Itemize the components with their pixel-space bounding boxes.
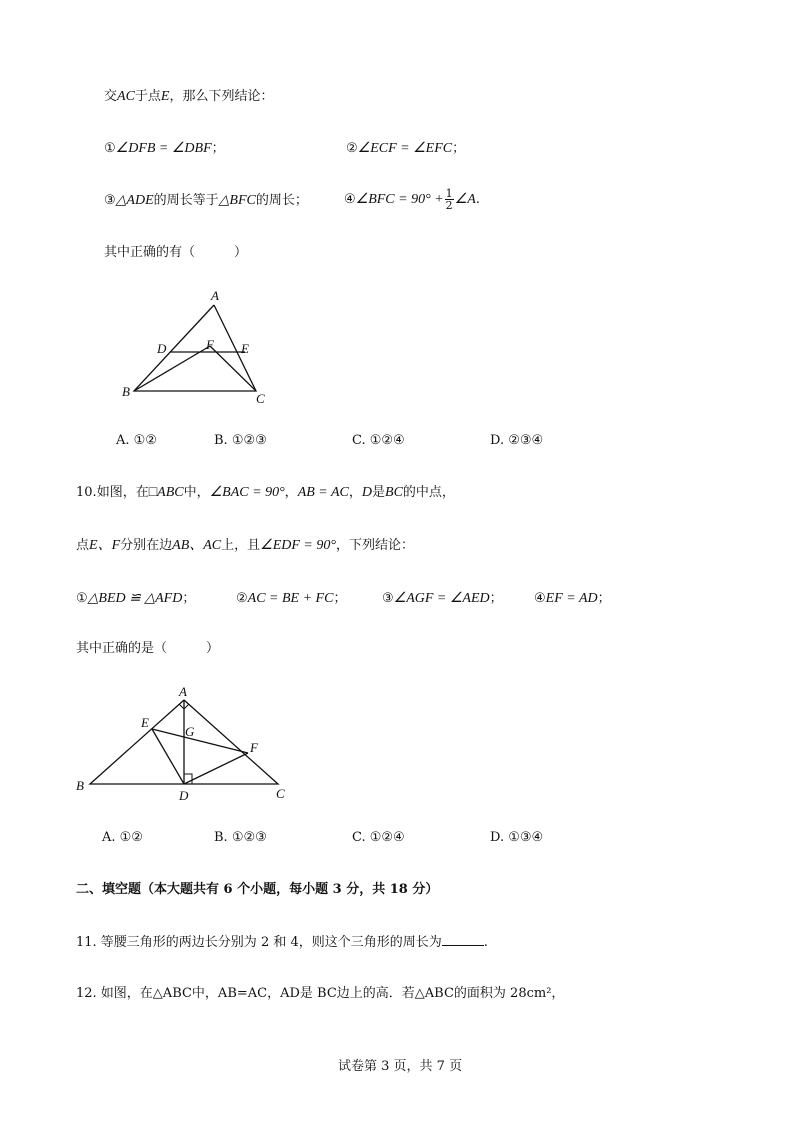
segment-ac: AC bbox=[117, 89, 135, 104]
label-b: B bbox=[122, 384, 130, 399]
q9-option-d[interactable]: D. ②③④ bbox=[490, 433, 544, 448]
q10-option-c[interactable]: C. ①②④ bbox=[352, 830, 405, 845]
label-a: A bbox=[211, 288, 219, 303]
fraction-one-half: $\frac{1}{2}$ bbox=[445, 187, 453, 212]
q10-option-d[interactable]: D. ①③④ bbox=[490, 830, 544, 845]
q9-triangle-figure bbox=[110, 285, 280, 410]
label-d: D bbox=[157, 341, 167, 356]
q9-option-b[interactable]: B. ①②③ bbox=[214, 433, 267, 448]
label-f: F bbox=[250, 740, 258, 755]
q10-conclusion-2: ②AC = BE + FC； bbox=[236, 591, 347, 606]
q11-line: 11. 等腰三角形的两边长分别为 2 和 4，则这个三角形的周长为 . bbox=[76, 935, 488, 950]
section-title: 二、填空题（本大题共有 6 个小题，每小题 3 分，共 18 分） bbox=[76, 882, 439, 897]
q10-question: 其中正确的是（ ） bbox=[76, 641, 220, 656]
q9-conclusion-4: ④∠BFC = 90° + $\frac{1}{2}$ ∠A. bbox=[344, 187, 480, 212]
label-a: A bbox=[179, 684, 187, 699]
intro-text: 于点 bbox=[134, 89, 161, 104]
label-e: E bbox=[141, 715, 149, 730]
page-footer: 试卷第 3 页，共 7 页 bbox=[338, 1059, 463, 1074]
segment-ef bbox=[152, 729, 248, 753]
q10-line-2: 点E、F分别在边AB、AC上，且∠EDF = 90°，下列结论： bbox=[76, 538, 414, 553]
label-g: G bbox=[185, 724, 195, 739]
label-b: B bbox=[76, 778, 84, 793]
label-f: F bbox=[206, 337, 214, 352]
q9-conclusion-3: ③△ADE的周长等于△BFC的周长； bbox=[104, 193, 308, 208]
label-e: E bbox=[241, 341, 249, 356]
intro-text: ，那么下列结论： bbox=[169, 89, 274, 104]
segment-bf bbox=[134, 346, 210, 391]
q10-option-b[interactable]: B. ①②③ bbox=[214, 830, 267, 845]
intro-text: 交 bbox=[104, 89, 118, 104]
q10-option-a[interactable]: A. ①② bbox=[102, 830, 143, 845]
q9-conclusion-2: ②∠ECF = ∠EFC； bbox=[346, 141, 466, 156]
q12-line: 12. 如图，在△ABC中，AB=AC，AD是 BC边上的高．若△ABC的面积为 28cm²， bbox=[76, 986, 565, 1001]
label-c: C bbox=[276, 786, 285, 801]
q10-triangle-figure bbox=[70, 680, 300, 805]
q9-option-c[interactable]: C. ①②④ bbox=[352, 433, 405, 448]
segment-df bbox=[184, 753, 248, 784]
q10-line-1: 10.如图，在□ABC中，∠BAC = 90°，AB = AC，D是BC的中点， bbox=[76, 485, 455, 500]
q9-question: 其中正确的有（ ） bbox=[104, 245, 248, 260]
q9-option-a[interactable]: A. ①② bbox=[116, 433, 157, 448]
q10-conclusion-4: ④EF = AD； bbox=[534, 591, 611, 606]
q9-conclusion-1: ①∠DFB = ∠DBF； bbox=[104, 141, 225, 156]
label-d: D bbox=[179, 788, 189, 803]
triangle-abc bbox=[134, 305, 256, 391]
q10-conclusion-3: ③∠AGF = ∠AED； bbox=[382, 591, 503, 606]
segment-ed bbox=[152, 729, 184, 784]
label-c: C bbox=[256, 391, 265, 406]
q10-conclusion-1: ①△BED ≌ △AFD； bbox=[76, 591, 196, 606]
point-e: E bbox=[160, 89, 170, 104]
answer-blank[interactable] bbox=[442, 933, 484, 946]
intro-line bbox=[104, 88, 274, 106]
segment-fc bbox=[210, 346, 256, 391]
